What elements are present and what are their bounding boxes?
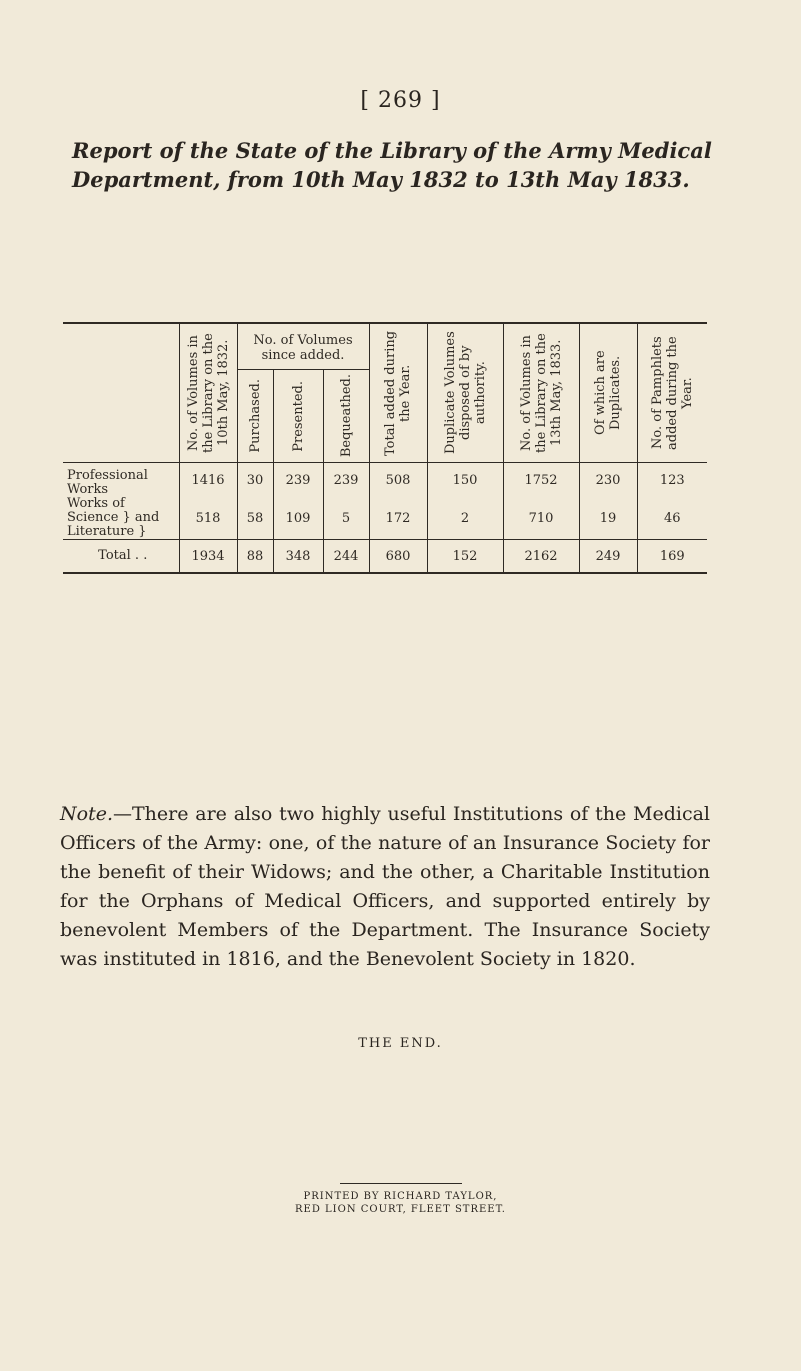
table-row: Professional Works 1416 30 239 239 508 150 1752 230 123 (63, 463, 707, 498)
printer-line-1: PRINTED BY RICHARD TAYLOR, (303, 1191, 498, 1202)
header-bequeathed: Bequeathed. (323, 370, 369, 463)
divider (340, 1183, 462, 1184)
header-duplicates-disposed: Duplicate Volumes disposed of by authority. (427, 323, 503, 463)
header-since-added: No. of Volumes since added. (237, 323, 369, 370)
table-total-row: Total . . 1934 88 348 244 680 152 2162 249 169 (63, 540, 707, 574)
header-total-added: Total added during the Year. (369, 323, 427, 463)
page-number: [ 269 ] (360, 88, 441, 113)
note-paragraph (60, 800, 710, 974)
header-presented: Presented. (273, 370, 323, 463)
header-volumes-1832: No. of Volumes in the Library on the 10th May, 1832. (179, 323, 237, 463)
header-purchased: Purchased. (237, 370, 273, 463)
header-of-which-duplicates: Of which are Duplicates. (579, 323, 637, 463)
report-heading: Report of the State of the Library of the Army Medical Department, from 10th May 1832 to 13th May 1833. (72, 138, 712, 192)
note-lead: Note. (60, 803, 113, 825)
header-blank (63, 323, 179, 463)
header-pamphlets: No. of Pamphlets added during the Year. (637, 323, 707, 463)
table-row: Works of Science } and Literature } 518 58 109 5 172 2 710 19 46 (63, 497, 707, 540)
printer-line-2: RED LION COURT, FLEET STREET. (295, 1204, 506, 1215)
library-report-table (63, 322, 707, 578)
note-text: —There are also two highly useful Institutions of the Medical Officers of the Army: one, of the nature of an Insurance Society for the benefit of their Widows; and the other, a Charitable Institution for the Orphans of Medical Officers, and supported entirely by benevolent Members of the Department. The Insurance Society was instituted in 1816, and the Benevolent Society in 1820. (60, 803, 710, 970)
the-end: THE END. (358, 1036, 443, 1051)
header-volumes-1833: No. of Volumes in the Library on the 13th May, 1833. (503, 323, 579, 463)
printer-imprint (0, 1190, 801, 1216)
